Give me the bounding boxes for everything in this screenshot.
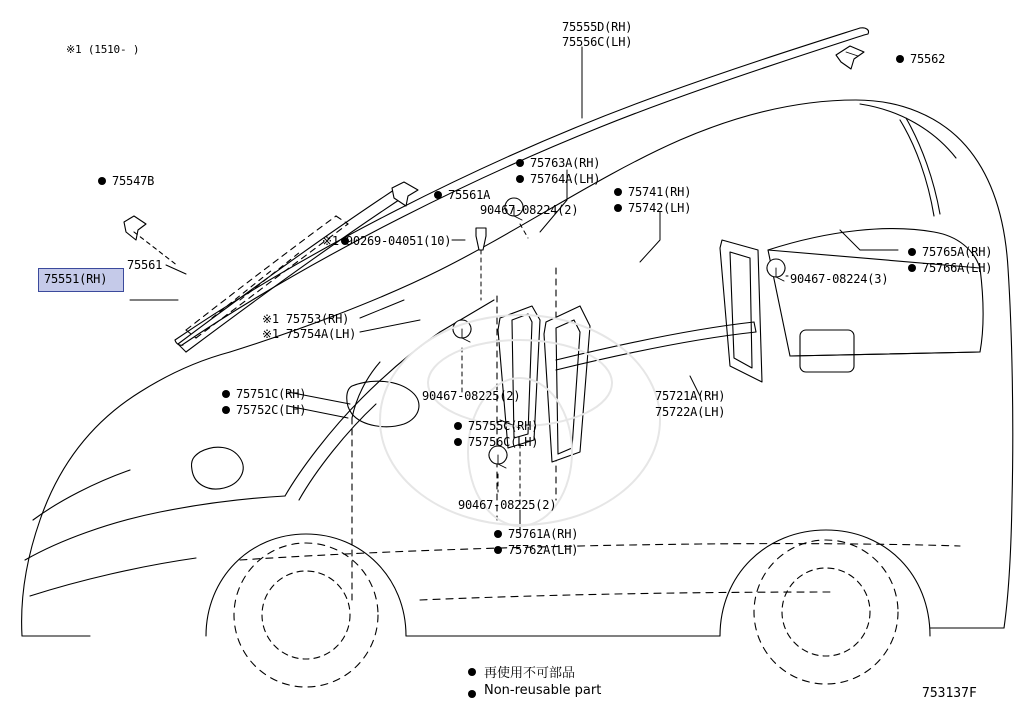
part-label-75722a-lh[interactable]: 75722A(LH) (655, 405, 726, 419)
part-bullet (614, 188, 622, 196)
part-bullet (896, 55, 904, 63)
part-label-75742-lh[interactable]: 75742(LH) (628, 201, 692, 215)
part-label-90467-08225-2[interactable]: 90467-08225(2) (422, 389, 521, 403)
part-bullet (434, 191, 442, 199)
legend-bullet-en (468, 690, 476, 698)
part-label-1-75753-rh[interactable]: ※1 75753(RH) (262, 312, 350, 326)
part-label-75755c-rh[interactable]: 75755C(RH) (468, 419, 539, 433)
part-bullet (494, 530, 502, 538)
part-bullet (908, 264, 916, 272)
part-label-1-75754a-lh[interactable]: ※1 75754A(LH) (262, 327, 357, 341)
part-bullet (614, 204, 622, 212)
part-label-75766a-lh[interactable]: 75766A(LH) (922, 261, 993, 275)
part-label-75764a-lh[interactable]: 75764A(LH) (530, 172, 601, 186)
part-label-75756c-lh[interactable]: 75756C(LH) (468, 435, 539, 449)
part-bullet (454, 438, 462, 446)
part-label-75751c-rh[interactable]: 75751C(RH) (236, 387, 307, 401)
diagram-code: 753137F (922, 686, 977, 701)
part-label-90467-08225-2[interactable]: 90467-08225(2) (458, 498, 557, 512)
part-bullet (222, 390, 230, 398)
part-label-75752c-lh[interactable]: 75752C(LH) (236, 403, 307, 417)
legend-text-en: Non-reusable part (484, 683, 602, 698)
part-bullet (516, 175, 524, 183)
part-label-90467-08224-2[interactable]: 90467-08224(2) (480, 203, 579, 217)
part-label-75765a-rh[interactable]: 75765A(RH) (922, 245, 993, 259)
part-label-75562[interactable]: 75562 (910, 52, 946, 66)
part-label-75556c-lh[interactable]: 75556C(LH) (562, 35, 633, 49)
part-label-75551-rh[interactable]: 75551(RH) (44, 272, 108, 286)
part-label-75721a-rh[interactable]: 75721A(RH) (655, 389, 726, 403)
part-label-75763a-rh[interactable]: 75763A(RH) (530, 156, 601, 170)
part-label-75741-rh[interactable]: 75741(RH) (628, 185, 692, 199)
part-label-1-90269-04051-10[interactable]: ※1 90269-04051(10) (322, 234, 452, 248)
part-label-90467-08224-3[interactable]: 90467-08224(3) (790, 272, 889, 286)
legend-bullet-jp (468, 668, 476, 676)
part-bullet (454, 422, 462, 430)
part-bullet (908, 248, 916, 256)
legend-text-jp: 再使用不可部品 (484, 666, 576, 681)
part-bullet (222, 406, 230, 414)
part-label-75761a-rh[interactable]: 75761A(RH) (508, 527, 579, 541)
part-bullet (494, 546, 502, 554)
note-mark-1: ※1 (1510- ) (66, 43, 140, 56)
part-label-75561a[interactable]: 75561A (448, 188, 491, 202)
part-label-75547b[interactable]: 75547B (112, 174, 155, 188)
part-bullet (98, 177, 106, 185)
part-label-75561[interactable]: 75561 (127, 258, 163, 272)
part-label-75555d-rh[interactable]: 75555D(RH) (562, 20, 633, 34)
part-bullet (516, 159, 524, 167)
part-label-75762a-lh[interactable]: 75762A(LH) (508, 543, 579, 557)
